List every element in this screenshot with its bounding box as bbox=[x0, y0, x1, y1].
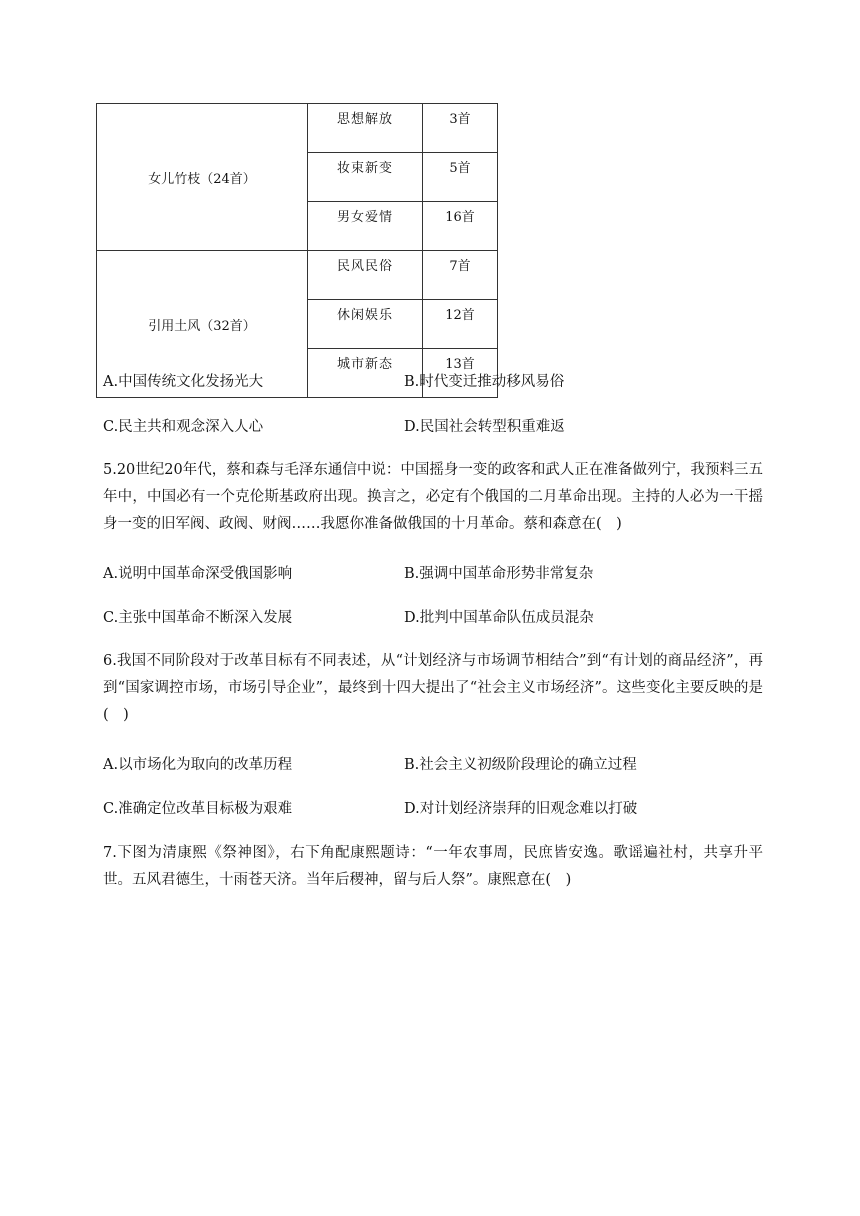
q5-option-b: B.强调中国革命形势非常复杂 bbox=[404, 566, 594, 582]
group-label: 引用土风（32首） bbox=[97, 251, 308, 398]
table-row bbox=[97, 251, 498, 300]
topic-cell: 思想解放 bbox=[308, 104, 423, 153]
count-cell: 13首 bbox=[423, 349, 498, 398]
group-label: 女儿竹枝（24首） bbox=[97, 104, 308, 251]
q6-option-c: C.准确定位改革目标极为艰难 bbox=[103, 801, 293, 817]
q5-option-d: D.批判中国革命队伍成员混杂 bbox=[404, 610, 594, 626]
count-cell: 5首 bbox=[423, 153, 498, 202]
q4-option-c: C.民主共和观念深入人心 bbox=[103, 419, 264, 435]
q5-option-a: A.说明中国革命深受俄国影响 bbox=[103, 566, 293, 582]
q5-option-c: C.主张中国革命不断深入发展 bbox=[103, 610, 293, 626]
q7-stem: 7.下图为清康熙《祭神图》，右下角配康熙题诗：“一年农事周，民庶皆安逸。歌谣遍社村，共享升平世。五风君德生，十雨苍天济。当年后稷神，留与后人祭”。康熙意在( ) bbox=[103, 845, 763, 888]
table-row bbox=[97, 104, 498, 153]
q4-option-b: B.时代变迁推动移风易俗 bbox=[404, 374, 565, 390]
q4-option-d: D.民国社会转型积重难返 bbox=[404, 419, 565, 435]
poem-statistics-table bbox=[96, 103, 498, 398]
topic-cell: 妆束新变 bbox=[308, 153, 423, 202]
q6-stem: 6.我国不同阶段对于改革目标有不同表述，从“计划经济与市场调节相结合”到“有计划的商品经济”，再到“国家调控市场，市场引导企业”，最终到十四大提出了“社会主义市场经济”。这些变化主要反映的是( ) bbox=[103, 653, 763, 723]
topic-cell: 民风民俗 bbox=[308, 251, 423, 300]
topic-cell: 男女爱情 bbox=[308, 202, 423, 251]
q6-option-d: D.对计划经济崇拜的旧观念难以打破 bbox=[404, 801, 638, 817]
q6-option-b: B.社会主义初级阶段理论的确立过程 bbox=[404, 757, 637, 773]
count-cell: 3首 bbox=[423, 104, 498, 153]
q5-stem: 5.20世纪20年代，蔡和森与毛泽东通信中说：中国摇身一变的政客和武人正在准备做列宁，我预料三五年中，中国必有一个克伦斯基政府出现。换言之，必定有个俄国的二月革命出现。主持的人必为一干摇身一变的旧军阀、政阀、财阀……我愿你准备做俄国的十月革命。蔡和森意在( ) bbox=[103, 462, 763, 532]
topic-cell: 城市新态 bbox=[308, 349, 423, 398]
count-cell: 7首 bbox=[423, 251, 498, 300]
count-cell: 16首 bbox=[423, 202, 498, 251]
q4-option-a: A.中国传统文化发扬光大 bbox=[103, 374, 264, 390]
topic-cell: 休闲娱乐 bbox=[308, 300, 423, 349]
count-cell: 12首 bbox=[423, 300, 498, 349]
q6-option-a: A.以市场化为取向的改革历程 bbox=[103, 757, 293, 773]
